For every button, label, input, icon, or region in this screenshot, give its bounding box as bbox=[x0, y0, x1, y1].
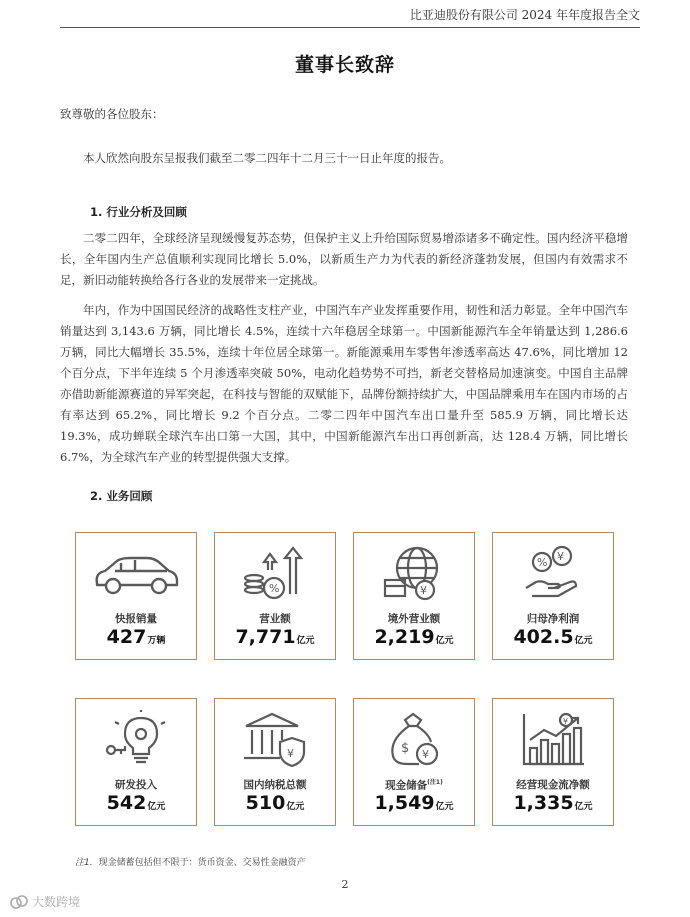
kpi-label: 经营现金流净额 bbox=[516, 779, 590, 791]
kpi-unit: 亿元 bbox=[574, 802, 593, 812]
kpi-value: 402.5 bbox=[513, 626, 574, 648]
kpi-grid-row-1 bbox=[75, 532, 615, 660]
svg-text:¥: ¥ bbox=[422, 748, 429, 761]
section-heading-business: 2. 业务回顾 bbox=[90, 489, 153, 503]
kpi-label: 国内纳税总额 bbox=[243, 779, 307, 791]
kpi-card-cash-reserve bbox=[353, 698, 475, 826]
kpi-value: 7,771 bbox=[235, 626, 296, 648]
kpi-value: 1,335 bbox=[513, 792, 574, 814]
kpi-value: 2,219 bbox=[374, 626, 435, 648]
bar-chart-icon bbox=[493, 707, 613, 773]
watermark bbox=[10, 893, 80, 910]
kpi-value: 427 bbox=[106, 626, 147, 648]
kpi-unit: 亿元 bbox=[435, 802, 454, 812]
salutation: 致尊敬的各位股东： bbox=[60, 107, 164, 121]
header-rule bbox=[60, 27, 640, 28]
kpi-unit: 亿元 bbox=[574, 636, 593, 646]
footnote bbox=[75, 855, 306, 868]
watermark-text: 大数跨境 bbox=[32, 895, 81, 909]
svg-text:%: % bbox=[537, 556, 548, 569]
kpi-label: 归母净利润 bbox=[526, 613, 580, 625]
kpi-card-rd bbox=[75, 698, 197, 826]
industry-paragraph-1: 二零二四年，全球经济呈现缓慢复苏态势，但保护主义上升给国际贸易增添诸多不确定性。国内经济平稳增长，全年国内生产总值顺利实现同比增长 5.0%，以新质生产力为代表的新经济蓬勃发展，但国内有效需求不足，新旧动能转换给各行各业的发展带来一定挑战。 bbox=[60, 231, 628, 287]
kpi-card-operating-cashflow bbox=[492, 698, 614, 826]
kpi-label: 研发投入 bbox=[115, 779, 157, 791]
kpi-label: 境外营业额 bbox=[387, 613, 441, 625]
car-icon bbox=[76, 541, 196, 607]
kpi-unit: 亿元 bbox=[286, 802, 305, 812]
report-header: 比亚迪股份有限公司 2024 年年度报告全文 bbox=[409, 8, 640, 22]
kpi-unit: 亿元 bbox=[147, 802, 166, 812]
kpi-grid-row-2 bbox=[75, 698, 615, 826]
kpi-card-sales bbox=[75, 532, 197, 660]
kpi-label: 现金储备$^{(注1)}$ bbox=[385, 779, 443, 792]
kpi-card-net-profit bbox=[492, 532, 614, 660]
hand-coins-icon bbox=[493, 541, 613, 607]
lightbulb-icon bbox=[76, 707, 196, 773]
svg-text:¥: ¥ bbox=[287, 747, 294, 760]
kpi-label: 快报销量 bbox=[115, 613, 157, 625]
kpi-unit: 亿元 bbox=[296, 636, 315, 646]
kpi-card-overseas-revenue bbox=[353, 532, 475, 660]
industry-paragraph-2: 年内，作为中国国民经济的战略性支柱产业，中国汽车产业发挥重要作用，韧性和活力彰显。全年中国汽车销量达到 3,143.6 万辆，同比增长 4.5%，连续十六年稳居全球第一。中国新能源汽车全年销量达到 1,286.6 万辆，同比大幅增长 35.5%，连续十年位居全球第一。新能源乘用车零售年渗透率高达 47.6%，同比增加 12 个百分点，下半年连续 5 个月渗透率突破 50%，电动化趋势势不可挡，新老交替格局加速演变。中国自主品牌亦借助新能源赛道的异军突起，在科技与智能的双赋能下，品牌份额持续扩大，中国品牌乘用车在国内市场的占有率达到 65.2%，同比增长 9.2 个百分点。二零二四年中国汽车出口量升至 585.9 万辆，同比增长达 19.3%，成功蝉联全球汽车出口第一大国，其中，中国新能源汽车出口再创新高，达 128.4 万辆，同比增长 6.7%，为全球汽车产业的转型提供强大支撑。 bbox=[60, 303, 628, 464]
svg-text:¥: ¥ bbox=[563, 717, 569, 726]
kpi-label: 营业额 bbox=[259, 613, 291, 625]
coins-growth-icon bbox=[215, 541, 335, 607]
page-number: 2 bbox=[341, 878, 349, 891]
kpi-value: 510 bbox=[245, 792, 286, 814]
svg-text:%: % bbox=[269, 582, 280, 595]
kpi-unit: 亿元 bbox=[435, 636, 454, 646]
page-title: 董事长致辞 bbox=[294, 54, 395, 76]
kpi-value: 542 bbox=[106, 792, 147, 814]
svg-text:$: $ bbox=[401, 741, 410, 756]
section-heading-industry: 1. 行业分析及回顾 bbox=[90, 205, 187, 219]
bank-shield-icon bbox=[215, 707, 335, 773]
intro-paragraph: 本人欣然向股东呈报我们截至二零二四年十二月三十一日止年度的报告。 bbox=[83, 151, 451, 165]
kpi-unit: 万辆 bbox=[147, 636, 166, 646]
watermark-logo-icon bbox=[10, 894, 28, 910]
svg-text:¥: ¥ bbox=[420, 584, 427, 597]
globe-icon bbox=[354, 541, 474, 607]
footnote-mark: 注1. bbox=[75, 858, 93, 868]
kpi-card-tax bbox=[214, 698, 336, 826]
kpi-card-revenue bbox=[214, 532, 336, 660]
footnote-marker: (注1) bbox=[427, 779, 443, 786]
footnote-text: 现金储蓄包括但不限于：货币资金、交易性金融资产 bbox=[98, 858, 306, 868]
svg-text:¥: ¥ bbox=[557, 550, 564, 563]
money-bag-icon bbox=[354, 707, 474, 773]
kpi-value: 1,549 bbox=[374, 792, 435, 814]
